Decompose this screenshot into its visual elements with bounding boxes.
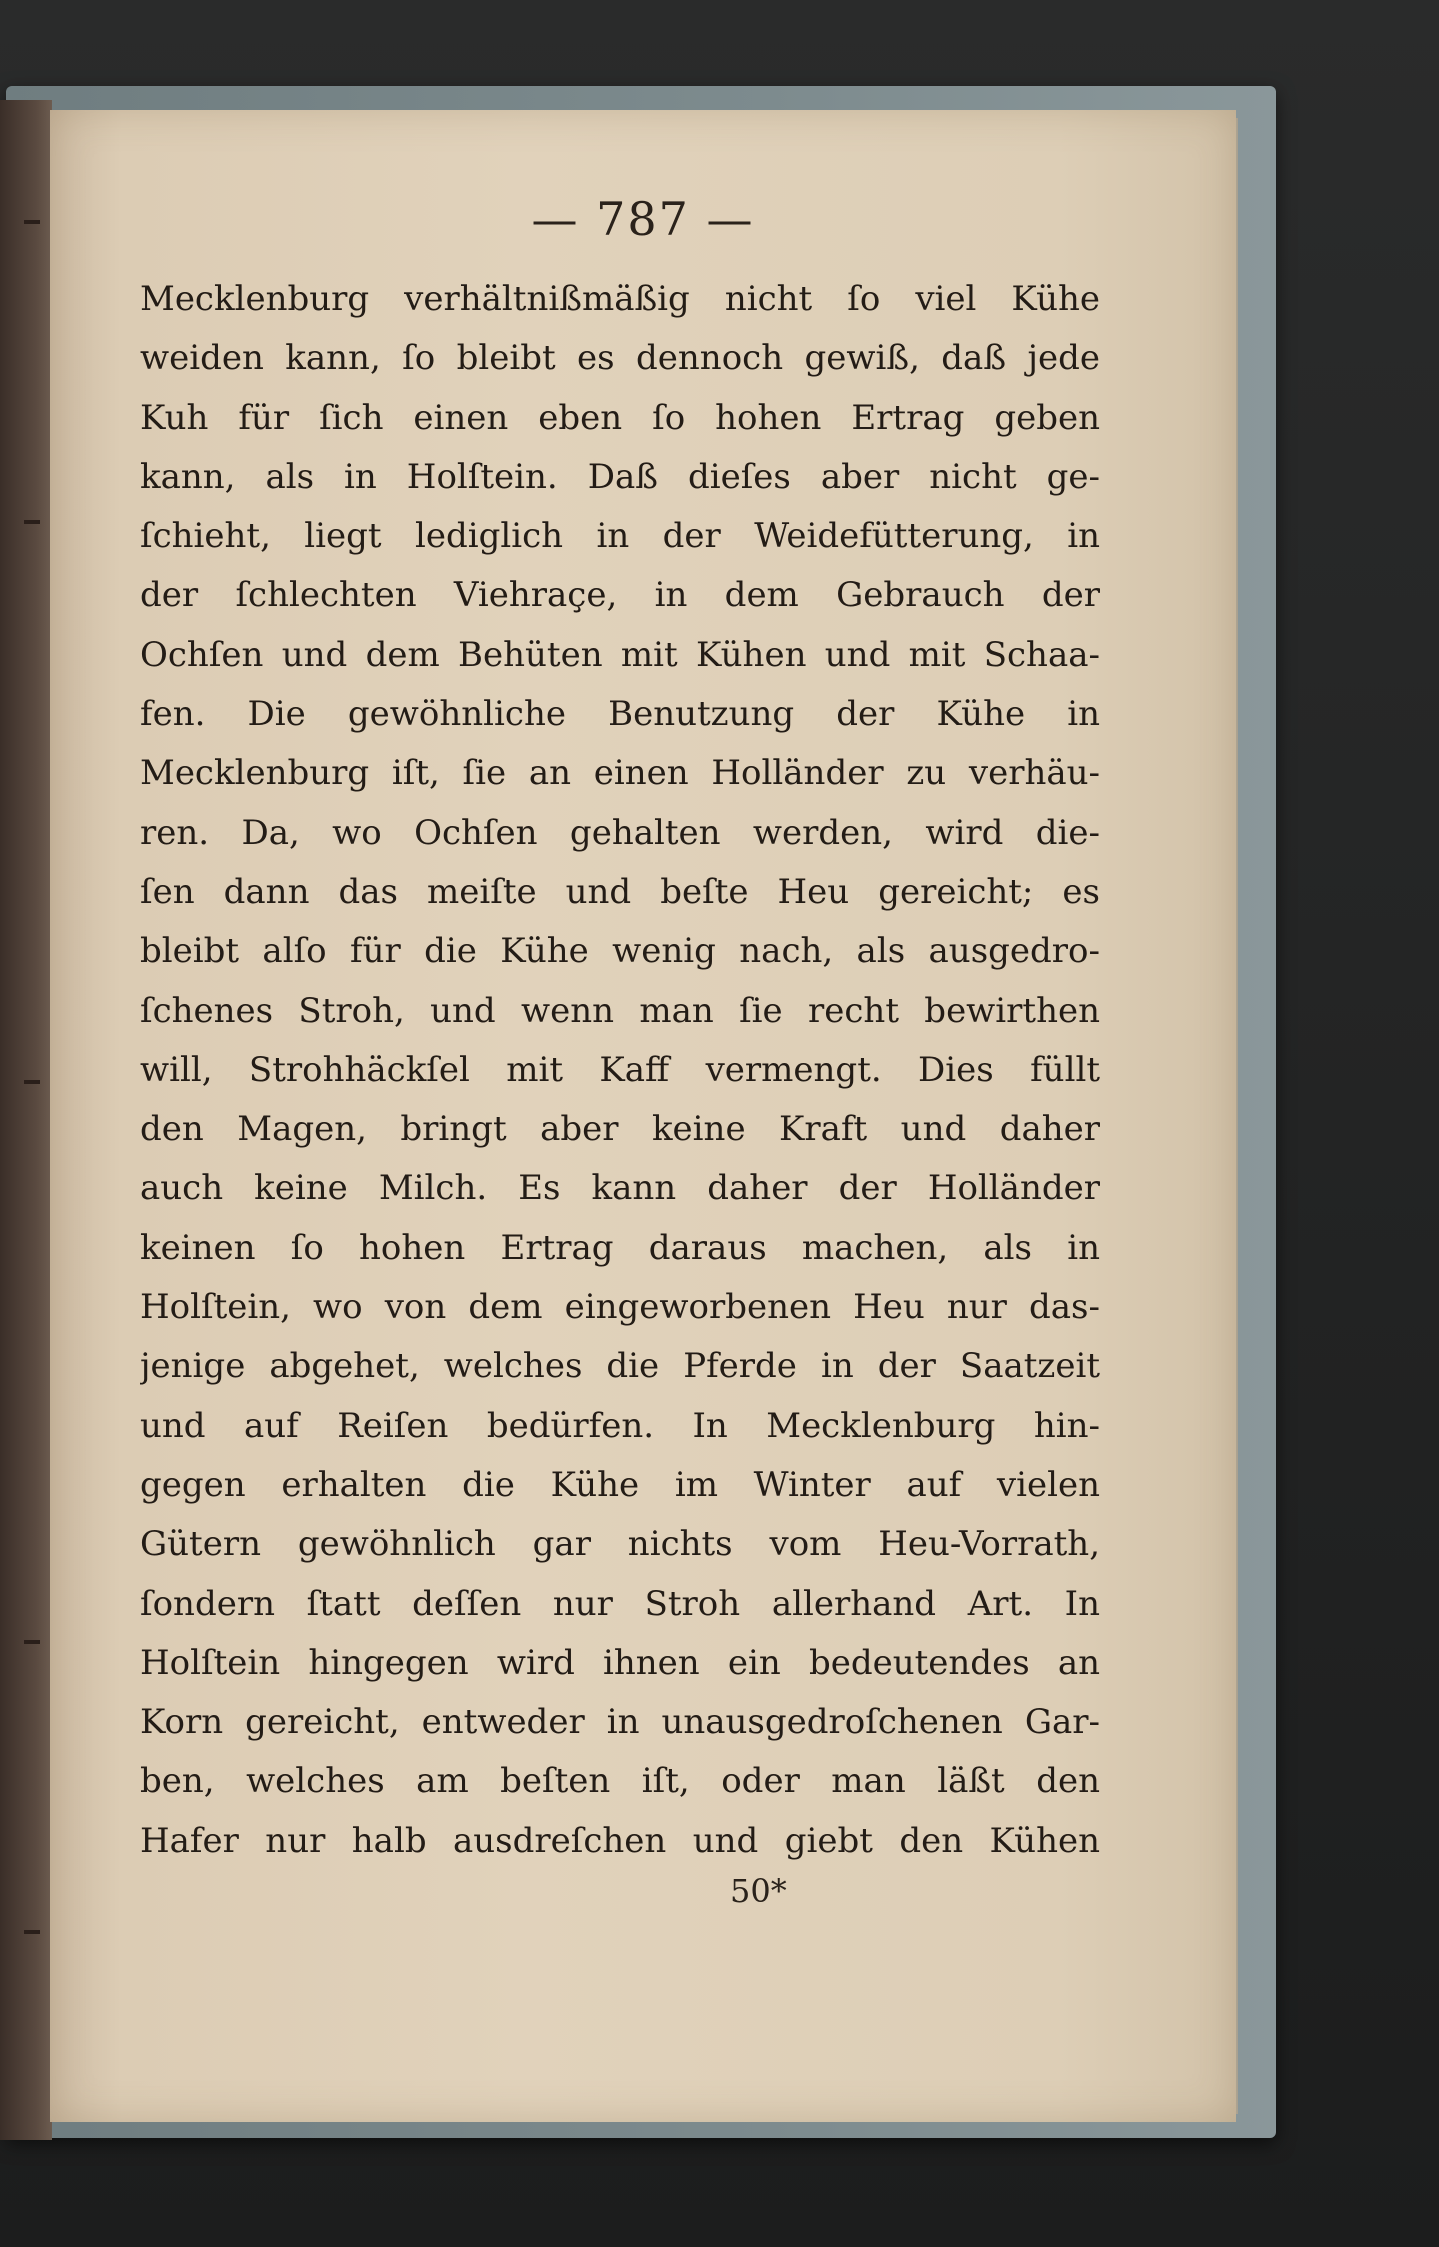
text-line: Holſtein hingegen wird ihnen ein bedeutendes an xyxy=(140,1642,1100,1683)
text-line: der ſchlechten Viehraçe, in dem Gebrauch der xyxy=(140,575,1100,616)
binding-mark xyxy=(24,1080,40,1084)
text-line: Korn gereicht, entweder in unausgedroſchenen Gar- xyxy=(140,1702,1100,1743)
text-line: den Magen, bringt aber keine Kraft und daher xyxy=(140,1109,1100,1150)
text-line: weiden kann, ſo bleibt es dennoch gewiß, daß jede xyxy=(140,338,1100,379)
binding-mark xyxy=(24,1930,40,1934)
page-number-header: — 787 — xyxy=(531,192,755,246)
text-line: keinen ſo hohen Ertrag daraus machen, als in xyxy=(140,1227,1100,1268)
text-line: ſchieht, liegt lediglich in der Weidefütterung, in xyxy=(140,516,1100,557)
text-line: Kuh für ſich einen eben ſo hohen Ertrag geben xyxy=(140,397,1100,438)
signature-mark: 50* xyxy=(730,1872,787,1910)
page-body-text xyxy=(140,270,1100,1871)
text-line: Ochſen und dem Behüten mit Kühen und mit Schaa- xyxy=(140,634,1100,675)
binding-mark xyxy=(24,520,40,524)
text-line: Mecklenburg iſt, ſie an einen Holländer zu verhäu- xyxy=(140,753,1100,794)
text-line: bleibt alſo für die Kühe wenig nach, als ausgedro- xyxy=(140,931,1100,972)
text-line: ren. Da, wo Ochſen gehalten werden, wird die- xyxy=(140,812,1100,853)
text-line: Hafer nur halb ausdreſchen und giebt den Kühen xyxy=(140,1820,1100,1861)
text-line: fen. Die gewöhnliche Benutzung der Kühe in xyxy=(140,694,1100,735)
text-line: und auf Reiſen bedürfen. In Mecklenburg hin- xyxy=(140,1405,1100,1446)
book-binding xyxy=(0,100,52,2140)
text-line: Holſtein, wo von dem eingeworbenen Heu nur das- xyxy=(140,1287,1100,1328)
text-line: Mecklenburg verhältnißmäßig nicht ſo viel Kühe xyxy=(140,279,1100,319)
text-line: will, Strohhäckſel mit Kaff vermengt. Dies füllt xyxy=(140,1049,1100,1090)
text-line: ſondern ſtatt deſſen nur Stroh allerhand Art. In xyxy=(140,1583,1100,1624)
text-line: jenige abgehet, welches die Pferde in der Saatzeit xyxy=(140,1346,1100,1387)
binding-mark xyxy=(24,220,40,224)
text-line: kann, als in Holſtein. Daß dieſes aber nicht ge- xyxy=(140,456,1100,497)
text-line: ben, welches am beſten iſt, oder man läßt den xyxy=(140,1761,1100,1802)
book-page xyxy=(50,110,1236,2122)
text-line: Gütern gewöhnlich gar nichts vom Heu-Vorrath, xyxy=(140,1524,1100,1565)
text-line: auch keine Milch. Es kann daher der Holländer xyxy=(140,1168,1100,1209)
binding-mark xyxy=(24,1640,40,1644)
text-line: ſen dann das meiſte und beſte Heu gereicht; es xyxy=(140,871,1100,912)
text-line: ſchenes Stroh, und wenn man ſie recht bewirthen xyxy=(140,990,1100,1031)
text-line: gegen erhalten die Kühe im Winter auf vielen xyxy=(140,1464,1100,1505)
